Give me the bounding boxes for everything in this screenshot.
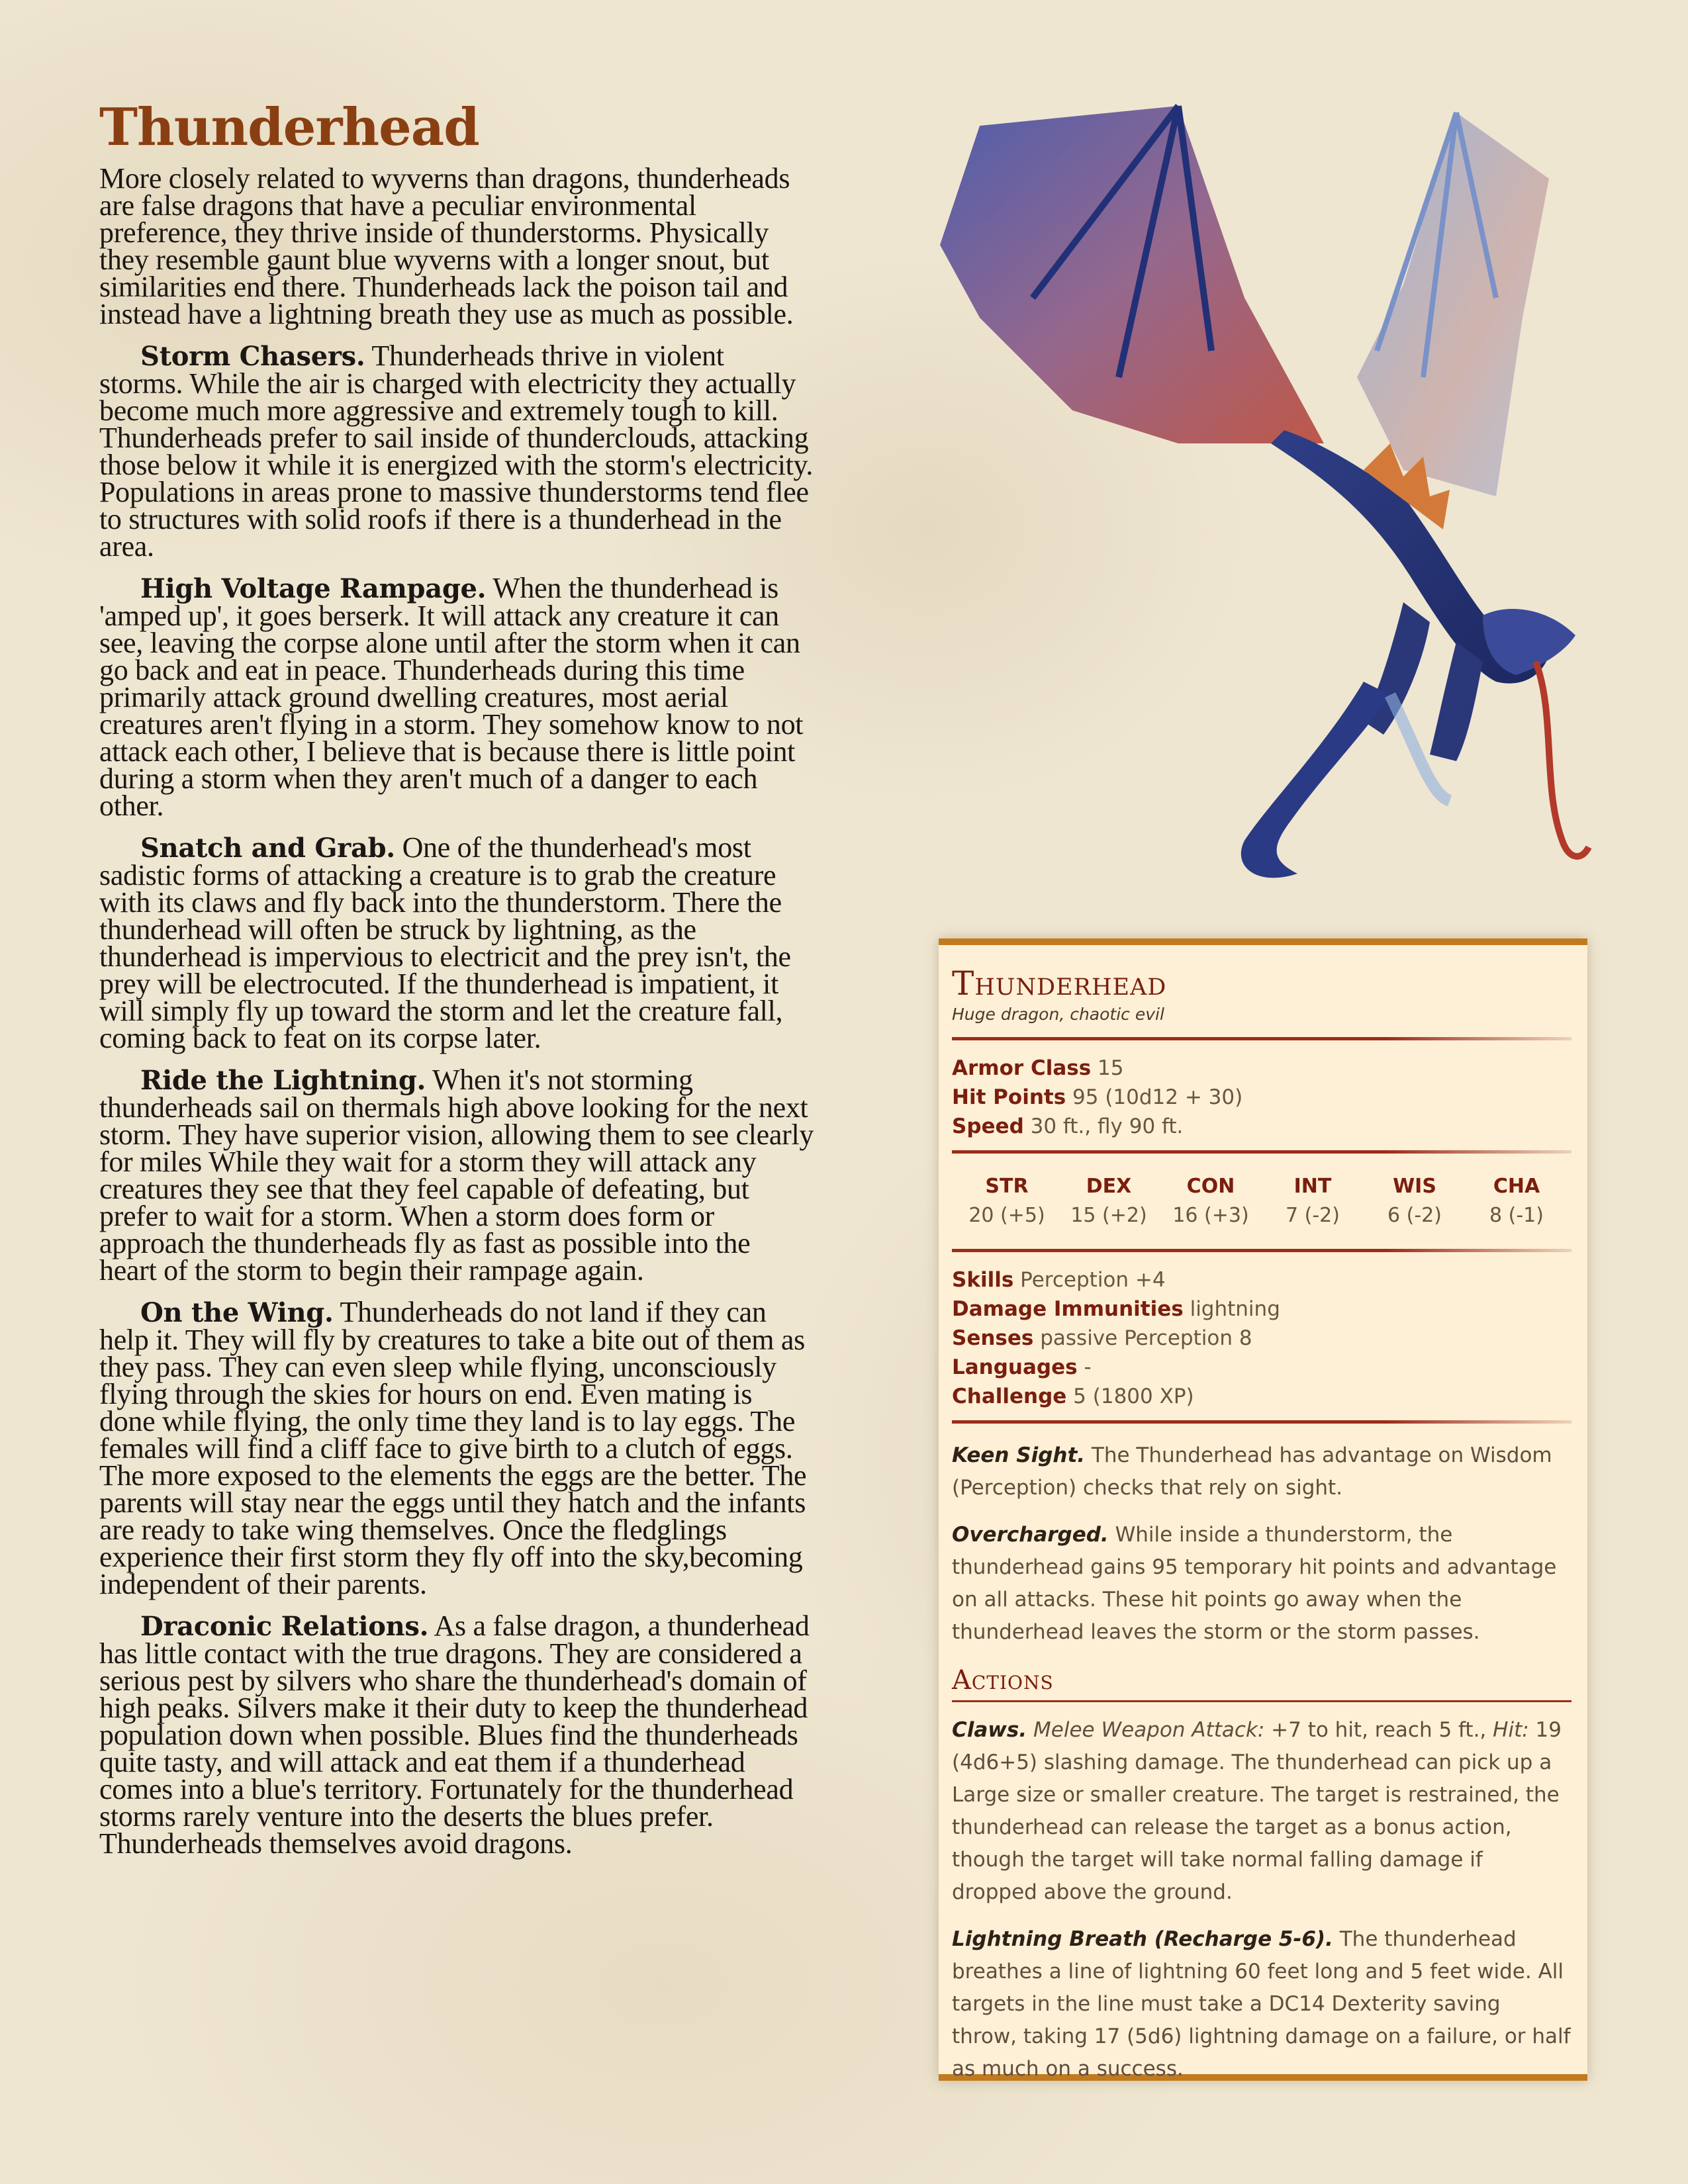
divider bbox=[952, 1249, 1571, 1252]
ability-wis: WIS 6 (-2) bbox=[1387, 1175, 1442, 1227]
section-heading: Snatch and Grab. bbox=[140, 833, 395, 864]
armor-class: Armor Class 15 bbox=[952, 1056, 1124, 1080]
ability-str: STR 20 (+5) bbox=[968, 1175, 1045, 1227]
action-lightning-breath: Lightning Breath (Recharge 5-6). The thunderhead breathes a line of lightning 60 feet long and 5 feet wide. All targets in the line must take a DC14 Dexterity saving throw, taking 17 (5d6) lightning damage on a failure, or half as much on a success. bbox=[952, 1927, 1571, 2081]
skills: Skills Perception +4 bbox=[952, 1268, 1166, 1292]
section-text: One of the thunderhead's most sadistic forms of attacking a creature is to grab the creature with its claws and fly back into the thunderstorm. There the thunderhead will often be struck by lightning, as the thunderhead is impervious to electricit and the prey isn't, the prey will be electrocuted. If the thunderhead is impatient, it will simply fly up toward the storm and let the creature fall, coming back to feat on its corpse later. bbox=[99, 831, 791, 1054]
ability-con: CON 16 (+3) bbox=[1172, 1175, 1249, 1227]
hit-points: Hit Points 95 (10d12 + 30) bbox=[952, 1085, 1243, 1109]
section-text: As a false dragon, a thunderhead has little contact with the true dragons. They are considered a serious pest by silvers who share the thunderhead's domain of high peaks. Silvers make it their duty to keep the thunderhead population down when possible. Blues find the thunderheads quite tasty, and will attack and eat them if a thunderhead comes into a blue's territory. Fortunately for the thunderhead storms rarely venture into the deserts the blues prefer. Thunderheads themselves avoid dragons. bbox=[99, 1610, 810, 1860]
languages: Languages - bbox=[952, 1355, 1092, 1379]
stat-block-type: Huge dragon, chaotic evil bbox=[952, 1005, 1164, 1024]
ability-cha: CHA 8 (-1) bbox=[1489, 1175, 1544, 1227]
senses: Senses passive Perception 8 bbox=[952, 1326, 1252, 1350]
divider bbox=[952, 1700, 1571, 1702]
ability-int: INT 7 (-2) bbox=[1286, 1175, 1340, 1227]
speed: Speed 30 ft., fly 90 ft. bbox=[952, 1115, 1184, 1138]
stat-block bbox=[939, 938, 1587, 2081]
section-heading: High Voltage Rampage. bbox=[140, 573, 487, 604]
ability-scores bbox=[952, 1167, 1571, 1236]
section-draconic-relations bbox=[99, 1610, 814, 1860]
section-high-voltage-rampage bbox=[99, 572, 814, 822]
section-heading: Storm Chasers. bbox=[140, 341, 365, 372]
section-snatch-and-grab bbox=[99, 831, 814, 1054]
action-claws: Claws. Melee Weapon Attack: +7 to hit, reach 5 ft., Hit: 19 (4d6+5) slashing damage. The thunderhead can pick up a Large size or smaller creature. The target is restrained, the thunderhead can release the target as a bonus action, though the target will take normal falling damage if dropped above the ground. bbox=[952, 1718, 1562, 1904]
ability-dex: DEX 15 (+2) bbox=[1070, 1175, 1147, 1227]
divider bbox=[952, 1150, 1571, 1154]
damage-immunities: Damage Immunities lightning bbox=[952, 1297, 1280, 1321]
stat-block-name: Thunderhead bbox=[952, 964, 1167, 1003]
article-column bbox=[99, 96, 814, 1872]
section-ride-the-lightning bbox=[99, 1064, 814, 1287]
divider bbox=[952, 1420, 1571, 1424]
section-storm-chasers bbox=[99, 340, 814, 563]
section-heading: On the Wing. bbox=[140, 1297, 334, 1328]
actions-heading: Actions bbox=[952, 1665, 1054, 1696]
dragon-illustration bbox=[900, 99, 1602, 900]
trait-keen-sight: Keen Sight. The Thunderhead has advantage on Wisdom (Perception) checks that rely on sight. bbox=[952, 1443, 1552, 1500]
section-heading: Ride the Lightning. bbox=[140, 1065, 426, 1096]
section-text: When the thunderhead is 'amped up', it goes berserk. It will attack any creature it can see, leaving the corpse alone until after the storm when it can go back and eat in peace. Thunderheads during this time primarily attack ground dwelling creatures, most aerial creatures aren't flying in a storm. They somehow know to not attack each other, I believe that is because there is little point during a storm when they aren't much of a danger to each other. bbox=[99, 572, 804, 822]
section-text: Thunderheads do not land if they can help it. They will fly by creatures to take a bite out of them as they pass. They can even sleep while flying, unconsciously flying through the skies for hours on end. Even mating is done while flying, the only time they land is to lay eggs. The females will find a cliff face to give birth to a clutch of eggs. The more exposed to the elements the eggs are the better. The parents will stay near the eggs until they hatch and the infants are ready to take wing themselves. Once the fledglings experience their first storm they fly off into the sky,becoming independent of their parents. bbox=[99, 1296, 807, 1600]
intro-paragraph: More closely related to wyverns than dragons, thunderheads are false dragons that have a peculiar environmental preference, they thrive inside of thunderstorms. Physically they resemble gaunt blue wyverns with a longer snout, but similarities end there. Thunderheads lack the poison tail and instead have a lightning breath they use as much as possible. bbox=[99, 162, 794, 330]
page-title: Thunderhead bbox=[99, 97, 479, 158]
trait-overcharged: Overcharged. While inside a thunderstorm, the thunderhead gains 95 temporary hit points and advantage on all attacks. These hit points go away when the thunderhead leaves the storm or the storm passes. bbox=[952, 1523, 1557, 1644]
section-heading: Draconic Relations. bbox=[140, 1611, 429, 1642]
section-text: Thunderheads thrive in violent storms. While the air is charged with electricity they actually become much more aggressive and extremely tough to kill. Thunderheads prefer to sail inside of thunderclouds, attacking those below it while it is energized with the storm's electricity. Populations in areas prone to massive thunderstorms tend flee to structures with solid roofs if there is a thunderhead in the area. bbox=[99, 340, 814, 563]
divider bbox=[952, 1037, 1571, 1040]
challenge: Challenge 5 (1800 XP) bbox=[952, 1385, 1194, 1408]
section-text: When it's not storming thunderheads sail on thermals high above looking for the next storm. They have superior vision, allowing them to see clearly for miles While they wait for a storm they will attack any creatures they see that they feel capable of defeating, but prefer to wait for a storm. When a storm does form or approach the thunderheads fly as fast as possible into the heart of the storm to begin their rampage again. bbox=[99, 1064, 814, 1287]
section-on-the-wing bbox=[99, 1298, 814, 1598]
